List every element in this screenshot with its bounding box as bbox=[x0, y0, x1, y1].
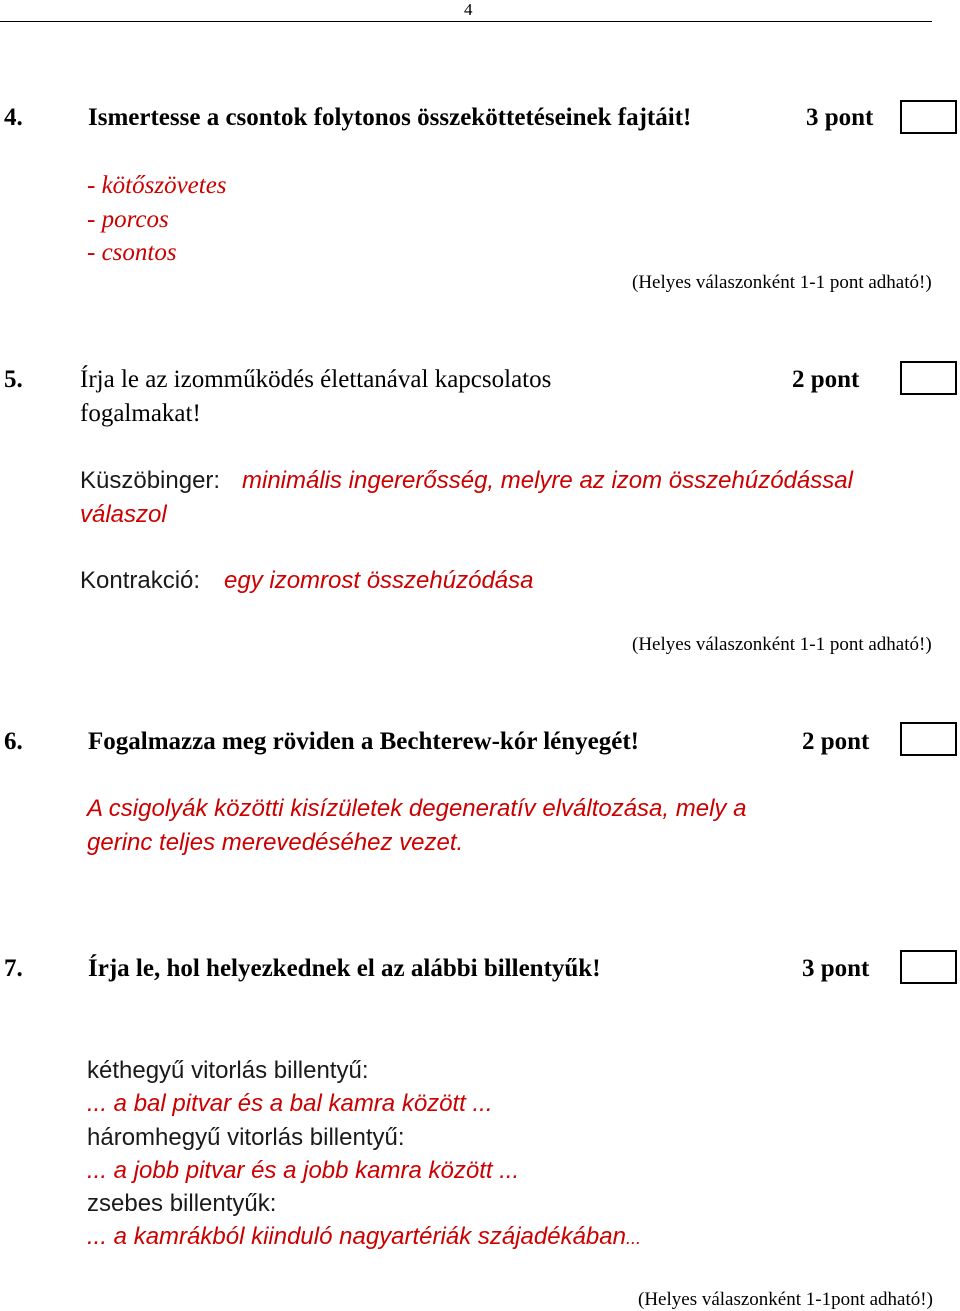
q5-question-line2: fogalmakat! bbox=[80, 400, 201, 427]
q5-scoring-note: (Helyes válaszonként 1-1 pont adható!) bbox=[632, 634, 932, 655]
q7-question: Írja le, hol helyezkednek el az alábbi billentyűk! bbox=[88, 955, 601, 982]
q6-points: 2 pont bbox=[802, 728, 870, 755]
q7-points: 3 pont bbox=[802, 955, 870, 982]
q5-question-line1: Írja le az izomműködés élettanával kapcsolatos bbox=[80, 366, 552, 393]
header-rule bbox=[0, 21, 932, 22]
q5-score-box[interactable] bbox=[900, 361, 957, 395]
q5-term1-definition-line2: válaszol bbox=[80, 501, 167, 528]
q7-item2-label: háromhegyű vitorlás billentyű: bbox=[87, 1124, 405, 1151]
q7-item3-answer-tail: ... bbox=[625, 1228, 641, 1248]
q7-item3-answer bbox=[87, 1223, 641, 1251]
q6-question: Fogalmazza meg röviden a Bechterew-kór lényegét! bbox=[88, 728, 640, 755]
q6-number: 6. bbox=[4, 728, 23, 755]
q7-score-box[interactable] bbox=[900, 950, 957, 984]
q5-term2-label: Kontrakció: bbox=[80, 567, 201, 594]
q4-points: 3 pont bbox=[806, 104, 874, 131]
q5-term2-definition: egy izomrost összehúzódása bbox=[224, 567, 534, 594]
q7-item3-answer-text: ... a kamrákból kiinduló nagyartériák szájadékában bbox=[87, 1223, 626, 1250]
q5-number: 5. bbox=[4, 366, 23, 393]
q7-scoring-note: (Helyes válaszonként 1-1pont adható!) bbox=[638, 1289, 933, 1310]
q5-term1-label: Küszöbinger: bbox=[80, 467, 221, 494]
q7-number: 7. bbox=[4, 955, 23, 982]
q4-number: 4. bbox=[4, 104, 23, 131]
q4-score-box[interactable] bbox=[900, 100, 957, 134]
q4-answer-2: - porcos bbox=[87, 206, 169, 233]
q5-term1-definition-line1: minimális ingererősség, melyre az izom összehúzódással bbox=[242, 467, 853, 494]
q6-answer-line2: gerinc teljes merevedéséhez vezet. bbox=[87, 829, 464, 856]
q5-points: 2 pont bbox=[792, 366, 860, 393]
page-number: 4 bbox=[464, 0, 473, 19]
q4-question: Ismertesse a csontok folytonos összeköttetéseinek fajtáit! bbox=[88, 104, 692, 131]
q4-answer-3: - csontos bbox=[87, 239, 177, 266]
q4-scoring-note: (Helyes válaszonként 1-1 pont adható!) bbox=[632, 272, 932, 293]
q7-item1-answer: ... a bal pitvar és a bal kamra között ... bbox=[87, 1090, 493, 1117]
q7-item3-label: zsebes billentyűk: bbox=[87, 1190, 277, 1217]
q4-answer-1: - kötőszövetes bbox=[87, 172, 227, 199]
q7-item2-answer: ... a jobb pitvar és a jobb kamra között ... bbox=[87, 1157, 520, 1184]
q6-answer-line1: A csigolyák közötti kisízületek degeneratív elváltozása, mely a bbox=[87, 795, 747, 822]
q6-score-box[interactable] bbox=[900, 722, 957, 756]
q7-item1-label: kéthegyű vitorlás billentyű: bbox=[87, 1057, 369, 1084]
